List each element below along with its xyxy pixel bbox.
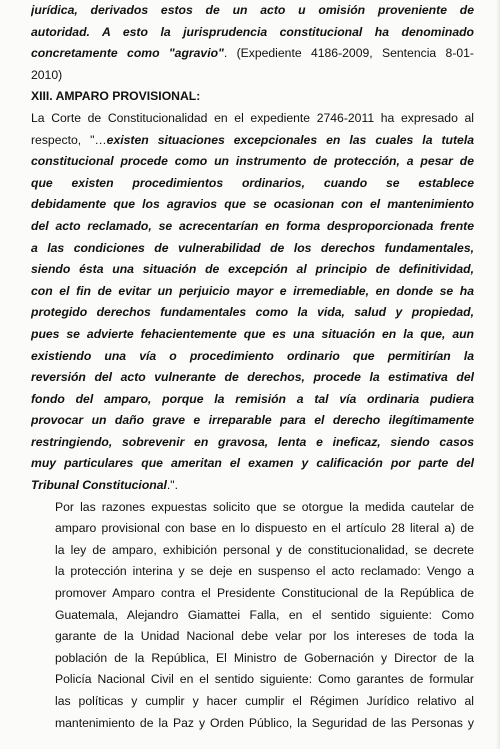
text-segment: Guatemala, Alejandro Giamattei Falla, en el sentido siguiente: Como (55, 607, 474, 622)
text-segment: la ley de amparo, exhibición personal y de constitucionalidad, se decrete (55, 542, 474, 557)
text-segment: las políticas y cumplir y hacer cumplir el Régimen Jurídico relativo al (55, 694, 474, 708)
text-segment: . (Expediente 4186-2009, Sentencia 8-01- (223, 46, 474, 61)
text-segment: existen situaciones excepcionales en las cuales la tutela (106, 132, 474, 147)
text-line (31, 410, 474, 432)
text-segment: siendo ésta una situación de excepción al principio de definitividad, (31, 262, 474, 277)
text-line (31, 475, 474, 497)
text-line (31, 194, 474, 216)
text-segment: 2010) (31, 67, 63, 82)
text-segment: la protección interina y se deje en suspenso el acto reclamado: Vengo a (55, 564, 474, 579)
text-segment: autoridad. A esto la jurisprudencia constitucional ha denominado (31, 24, 474, 39)
text-line (31, 691, 474, 713)
text-segment: restringiendo, sobrevenir en gravosa, lenta e ineficaz, siendo casos (31, 434, 474, 449)
text-segment: constitucional procede como un instrumento de protección, a pesar de (31, 154, 474, 169)
text-segment: debidamente que los agravios que se ocasionan con el mantenimiento (31, 197, 474, 212)
text-line (31, 65, 474, 87)
text-line (31, 43, 474, 65)
text-segment: reversión del acto vulnerante de derechos, procede la estimativa del (31, 370, 474, 385)
text-line (31, 324, 474, 346)
text-segment: pues se advierte fehacientemente que es una situación en la que, aun (31, 326, 474, 341)
text-segment: protegido derechos fundamentales como la vida, salud y propiedad, (31, 305, 474, 320)
page-edge-shadow (496, 0, 500, 749)
text-line (31, 130, 474, 152)
text-segment: jurídica, derivados estos de un acto u omisión proveniente de (31, 3, 474, 17)
text-line (31, 561, 474, 583)
text-line (31, 22, 474, 44)
text-line (31, 0, 474, 22)
text-segment: existiendo una vía o procedimiento ordinario que permitirían la (31, 348, 474, 363)
document-body (31, 0, 474, 734)
text-segment: a las condiciones de vulnerabilidad de los derechos fundamentales, (31, 240, 474, 255)
text-line (31, 86, 474, 108)
text-segment: mantenimiento de la Paz y Orden Público, la Seguridad de las Personas y (55, 715, 474, 730)
text-line (31, 346, 474, 368)
text-segment: Por las razones expuestas solicito que se otorgue la medida cautelar de (55, 499, 474, 514)
text-line (31, 302, 474, 324)
text-line (31, 259, 474, 281)
text-line (31, 108, 474, 130)
text-segment: fondo del amparo, porque la remisión a tal vía ordinaria pudiera (31, 391, 474, 406)
text-line (31, 713, 474, 735)
section-heading: XIII. AMPARO PROVISIONAL: (31, 89, 201, 104)
text-line (31, 540, 474, 562)
text-segment: que existen procedimientos ordinarios, cuando se establece (31, 175, 474, 190)
text-segment: provocar un daño grave e irreparable para el derecho ilegítimamente (31, 413, 474, 428)
text-line (31, 216, 474, 238)
text-line (31, 669, 474, 691)
text-line (31, 281, 474, 303)
text-segment: con el fin de evitar un perjuicio mayor e irremediable, en donde se ha (31, 283, 474, 298)
text-segment: garante de la Unidad Nacional debe velar por los intereses de toda la (55, 629, 474, 644)
text-line (31, 518, 474, 540)
text-segment: Tribunal Constitucional (31, 478, 167, 493)
text-segment: del acto reclamado, se acrecentarían en forma desproporcionada frente (31, 218, 474, 233)
text-line (31, 626, 474, 648)
text-line (31, 605, 474, 627)
text-segment: promover Amparo contra el Presidente Constitucional de la República de (55, 586, 474, 601)
text-line (31, 389, 474, 411)
text-line (31, 238, 474, 260)
text-line (31, 367, 474, 389)
text-segment: Policía Nacional Civil en el sentido siguiente: Como garantes de formular (55, 672, 474, 687)
text-line (31, 151, 474, 173)
text-segment: concretamente como "agravio" (31, 46, 224, 61)
text-segment: muy particulares que ameritan el examen y calificación por parte del (31, 456, 474, 471)
text-line (31, 583, 474, 605)
text-segment: amparo provisional con base en lo dispuesto en el artículo 28 literal a) de (55, 521, 474, 536)
text-line (31, 453, 474, 475)
text-segment: población de la República, El Ministro de Gobernación y Director de la (55, 650, 474, 665)
text-line (31, 173, 474, 195)
text-segment: respecto, "… (31, 132, 107, 147)
text-segment: .". (166, 478, 178, 493)
text-segment: La Corte de Constitucionalidad en el expediente 2746-2011 ha expresado al (31, 110, 474, 125)
text-line (31, 432, 474, 454)
text-line (31, 497, 474, 519)
text-line (31, 648, 474, 670)
